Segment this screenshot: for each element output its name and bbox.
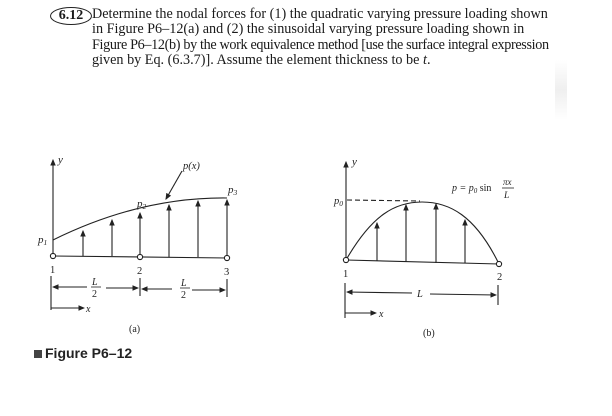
node-1-marker bbox=[50, 253, 55, 258]
fig-a-node-1-label: 1 bbox=[50, 265, 56, 276]
fig-a-node-2-label: 2 bbox=[137, 266, 143, 277]
p0-dashed-line bbox=[347, 200, 420, 201]
element-baseline bbox=[346, 260, 499, 264]
problem-line-2: in Figure P6–12(a) and (2) the sinusoidal varying pressure loading shown in bbox=[92, 21, 525, 38]
figure-caption: Figure P6–12 bbox=[34, 345, 132, 361]
problem-line-3: Figure P6–12(b) by the work equivalence method [use the surface integral expression bbox=[92, 36, 549, 53]
fig-b-y-label: y bbox=[352, 156, 357, 168]
fig-a-p3-label: p3 bbox=[228, 184, 238, 197]
fig-b-formula-num: πx bbox=[503, 177, 512, 187]
fig-a-dim2-num: L bbox=[181, 278, 187, 289]
fig-b-formula: $p = p_0$ sin bbox=[452, 183, 492, 195]
fig-a-panel-label: (a) bbox=[129, 324, 141, 335]
caption-square-icon bbox=[34, 350, 42, 358]
problem-number: 6.12 bbox=[50, 7, 92, 25]
fig-b-panel-label: (b) bbox=[423, 328, 435, 339]
fig-a-x-label: x bbox=[86, 304, 91, 315]
fig-a-dim2-den: 2 bbox=[181, 290, 186, 301]
node-2-marker bbox=[137, 254, 142, 259]
fig-a-dim1-den: 2 bbox=[92, 289, 97, 300]
fig-a-p2-label: p2 bbox=[137, 198, 147, 211]
fig-a-p1-label: p1 bbox=[38, 234, 48, 247]
fig-b-formula-den: L bbox=[504, 191, 510, 201]
fig-b-x-label: x bbox=[379, 309, 384, 320]
problem-line-1: Determine the nodal forces for (1) the quadratic varying pressure loading shown bbox=[92, 6, 548, 22]
dim-arrow-right bbox=[430, 294, 496, 295]
fig-b-node-2-label: 2 bbox=[497, 272, 503, 283]
problem-line-4: given by Eq. (6.3.7)]. Assume the element thickness to be t. bbox=[92, 52, 431, 69]
node-3-marker bbox=[224, 255, 229, 260]
fig-b-dim-label: L bbox=[417, 289, 423, 300]
dim-arrow-left bbox=[347, 292, 412, 293]
figure-a bbox=[50, 160, 229, 310]
fig-a-load-label: p(x) bbox=[183, 161, 200, 172]
node-1-marker bbox=[343, 257, 348, 262]
fig-a-dim1-num: L bbox=[92, 277, 98, 288]
fig-b-p0-label: p0 bbox=[334, 196, 343, 208]
fig-a-node-3-label: 3 bbox=[224, 267, 230, 278]
node-2-marker bbox=[496, 261, 501, 266]
fig-a-y-label: y bbox=[58, 154, 63, 166]
pointer-arrow-icon bbox=[166, 171, 182, 199]
fig-b-node-1-label: 1 bbox=[343, 269, 349, 280]
thickness-symbol: t bbox=[422, 52, 427, 69]
load-curve-sine bbox=[346, 202, 499, 264]
